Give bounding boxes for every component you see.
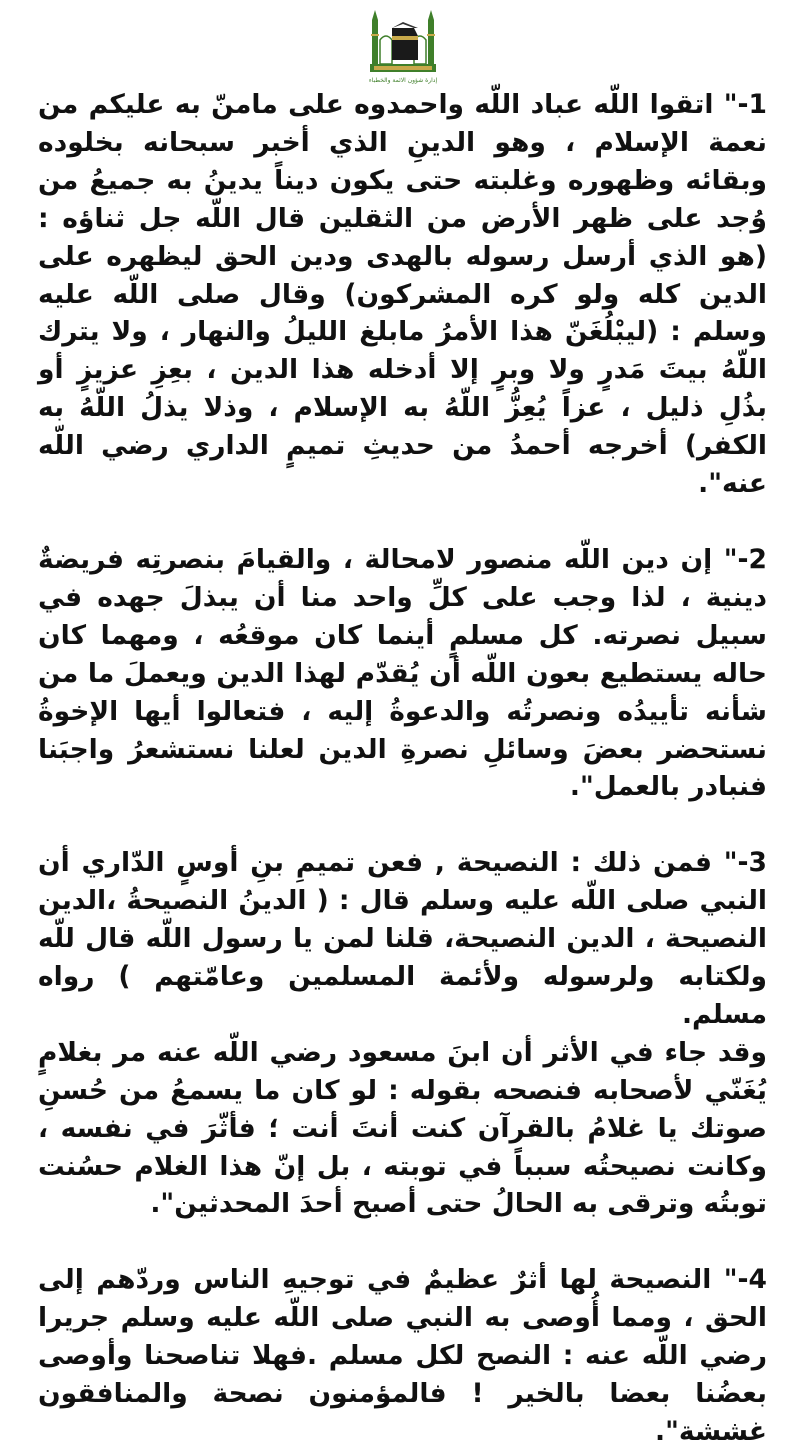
- logo-emblem: [362, 6, 444, 86]
- paragraph-4: 4-" النصيحة لها أثرٌ عظيمٌ في توجيهِ الناس وردّهم إلى الحق ، ومما أُوصى به النبي صلى اللّه عليه وسلم جريرا رضي اللّه عنه : النصح لكل مسلم .فهلا تناصحنا وأوصى بعضُنا بعضا بالخير ! فالمؤمنون نصحة والمنافقون غششة".: [38, 1264, 767, 1447]
- paragraph-gap: [38, 1223, 767, 1261]
- logo-caption: إدارة شؤون الائمة والخطباء: [368, 77, 438, 84]
- paragraph-gap: [38, 503, 767, 541]
- paragraph-1: 1-" اتقوا اللّه عباد اللّه واحمدوه على مامنّ به عليكم من نعمة الإسلام ، وهو الدينِ الذي أخبر سبحانه بخلوده وبقائه وظهوره وغلبته حتى يكون ديناً يدينُ به جميعُ من وُجد على ظهر الأرض من الثقلين قال اللّه جل ثناؤه : (هو الذي أرسل رسوله بالهدى ودين الحق ليظهره على الدين كله ولو كره المشركون) وقال صلى اللّه عليه وسلم : (ليبْلُغَنّ هذا الأمرُ مابلغ الليلُ والنهار ، ولا يترك اللّهُ بيتَ مَدرٍ ولا وبرٍ إلا أدخله هذا الدين ، بعِزِ عزيزٍ أو بذُلِ ذليل ، عزاً يُعِزُّ اللّهُ به الإسلام ، وذلا يذلُ اللّهُ به الكفر) أخرجه أحمدُ من حديثِ تميمٍ الداري رضي اللّه عنه".: [38, 89, 767, 500]
- article-body: [38, 86, 767, 1451]
- paragraph-gap: [38, 806, 767, 844]
- kaaba-mosque-emblem-icon: [362, 6, 444, 86]
- paragraph-3: 3-" فمن ذلك : النصيحة , فعن تميمِ بنِ أوسٍ الدّاري أن النبي صلى اللّه عليه وسلم قال : ( الدينُ النصيحةُ ،الدين النصيحة ، الدين النصيحة، قلنا لمن يا رسول اللّه قال للّه ولكتابه ولرسوله ولأئمة المسلمين وعامّتهم ) رواه مسلم. وقد جاء في الأثر أن ابنَ مسعود رضي اللّه عنه مر بغلامٍ يُغَنّي لأصحابه فنصحه بقوله : لو كان ما يسمعُ من حُسنِ صوتك يا غلامُ بالقرآن كنت أنتَ أنت ؛ فأثّرَ في نفسه ، وكانت نصيحتُه سبباً في توبته ، بل إنّ هذا الغلام حسُنت توبتُه وترقى به الحالُ حتى أصبح أحدَ المحدثين".: [38, 847, 767, 1220]
- paragraph-2: 2-" إن دين اللّه منصور لامحالة ، والقيامَ بنصرتِه فريضةٌ دينية ، لذا وجب على كلِّ واحد منا أن يبذلَ جهده في سبيل نصرته. كل مسلمٍ أينما كان موقعُه ، ومهما كان حاله يستطيع بعون اللّه أن يُقدّم لهذا الدين ويعملَ ما من شأنه تأييدُه ونصرتُه والدعوةُ إليه ، فتعالوا أيها الإخوةُ نستحضر بعضَ وسائلِ نصرةِ الدين لعلنا نستشعرُ واجبَنا فنبادر بالعمل".: [38, 543, 767, 803]
